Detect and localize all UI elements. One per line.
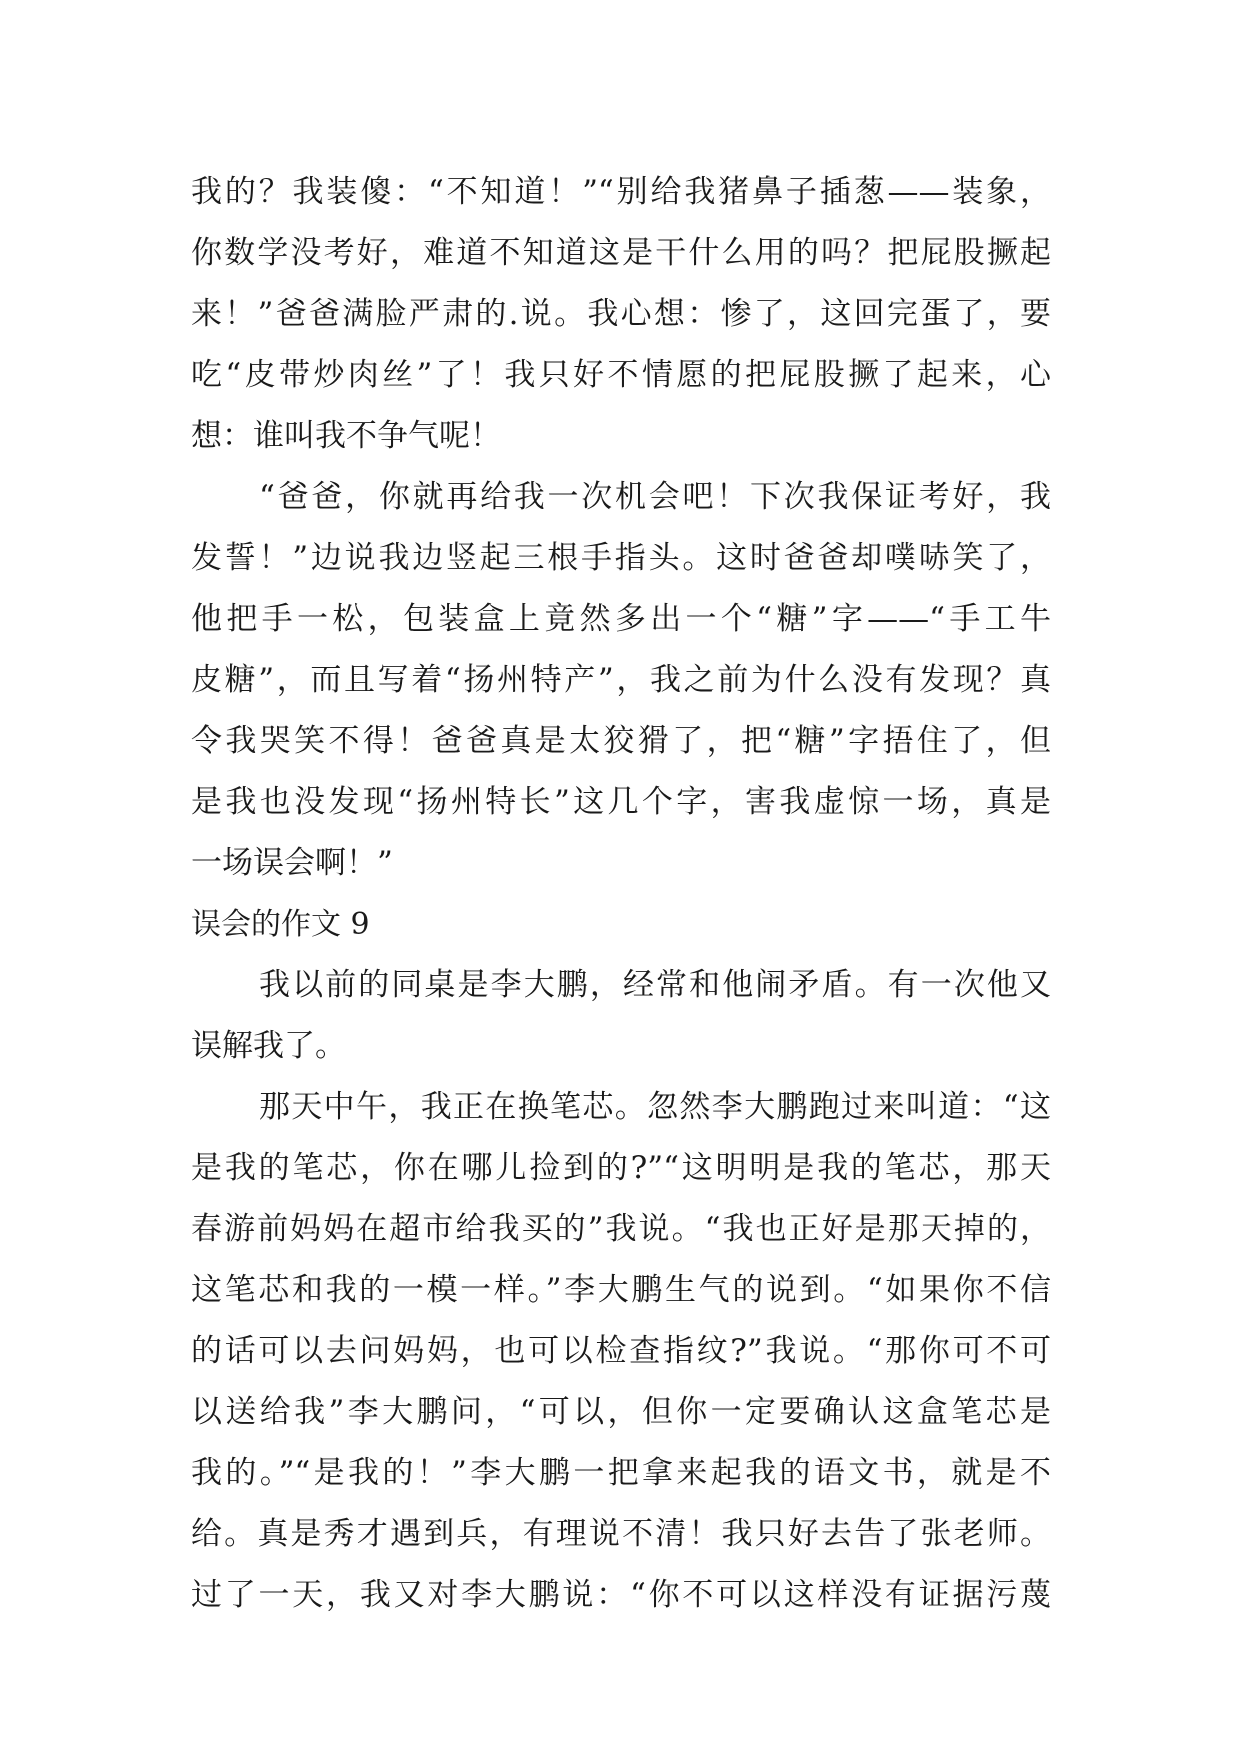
text-line: 来！”爸爸满脸严肃的.说。我心想：惨了，这回完蛋了，要 [191, 296, 1051, 332]
text-line: 一场误会啊！” [191, 845, 393, 881]
text-line: 想：谁叫我不争气呢！ [191, 418, 501, 454]
text-line: 他把手一松，包装盒上竟然多出一个“糖”字——“手工牛 [191, 601, 1051, 637]
paragraph-start-line: “爸爸，你就再给我一次机会吧！下次我保证考好，我 [259, 479, 1051, 515]
text-line: 春游前妈妈在超市给我买的”我说。“我也正好是那天掉的， [191, 1211, 1051, 1247]
text-line: 你数学没考好，难道不知道这是干什么用的吗？把屁股撅起 [191, 235, 1051, 271]
text-line: 我的？我装傻：“不知道！”“别给我猪鼻子插葱——装象， [191, 174, 1051, 210]
text-line: 以送给我”李大鹏问，“可以，但你一定要确认这盒笔芯是 [191, 1394, 1051, 1430]
text-line: 皮糖”，而且写着“扬州特产”，我之前为什么没有发现？真 [191, 662, 1051, 698]
text-line: 发誓！”边说我边竖起三根手指头。这时爸爸却噗哧笑了， [191, 540, 1051, 576]
text-line: 吃“皮带炒肉丝”了！我只好不情愿的把屁股撅了起来，心 [191, 357, 1051, 393]
text-line: 令我哭笑不得！爸爸真是太狡猾了，把“糖”字捂住了，但 [191, 723, 1051, 759]
text-line: 误解我了。 [191, 1028, 346, 1064]
text-line: 的话可以去问妈妈，也可以检查指纹?”我说。“那你可不可 [191, 1333, 1051, 1369]
text-line: 是我也没发现“扬州特长”这几个字，害我虚惊一场，真是 [191, 784, 1051, 820]
essay-heading: 误会的作文 9 [191, 907, 370, 942]
text-line: 过了一天，我又对李大鹏说：“你不可以这样没有证据污蔑 [191, 1577, 1051, 1613]
text-line: 给。真是秀才遇到兵，有理说不清！我只好去告了张老师。 [191, 1516, 1051, 1552]
text-line: 是我的笔芯，你在哪儿捡到的?”“这明明是我的笔芯，那天 [191, 1150, 1051, 1186]
paragraph-start-line: 我以前的同桌是李大鹏，经常和他闹矛盾。有一次他又 [259, 967, 1051, 1003]
text-line: 这笔芯和我的一模一样。”李大鹏生气的说到。“如果你不信 [191, 1272, 1051, 1308]
essay-body [191, 162, 1051, 1626]
text-line: 我的。”“是我的！”李大鹏一把拿来起我的语文书，就是不 [191, 1455, 1051, 1491]
paragraph-start-line: 那天中午，我正在换笔芯。忽然李大鹏跑过来叫道：“这 [259, 1089, 1051, 1125]
